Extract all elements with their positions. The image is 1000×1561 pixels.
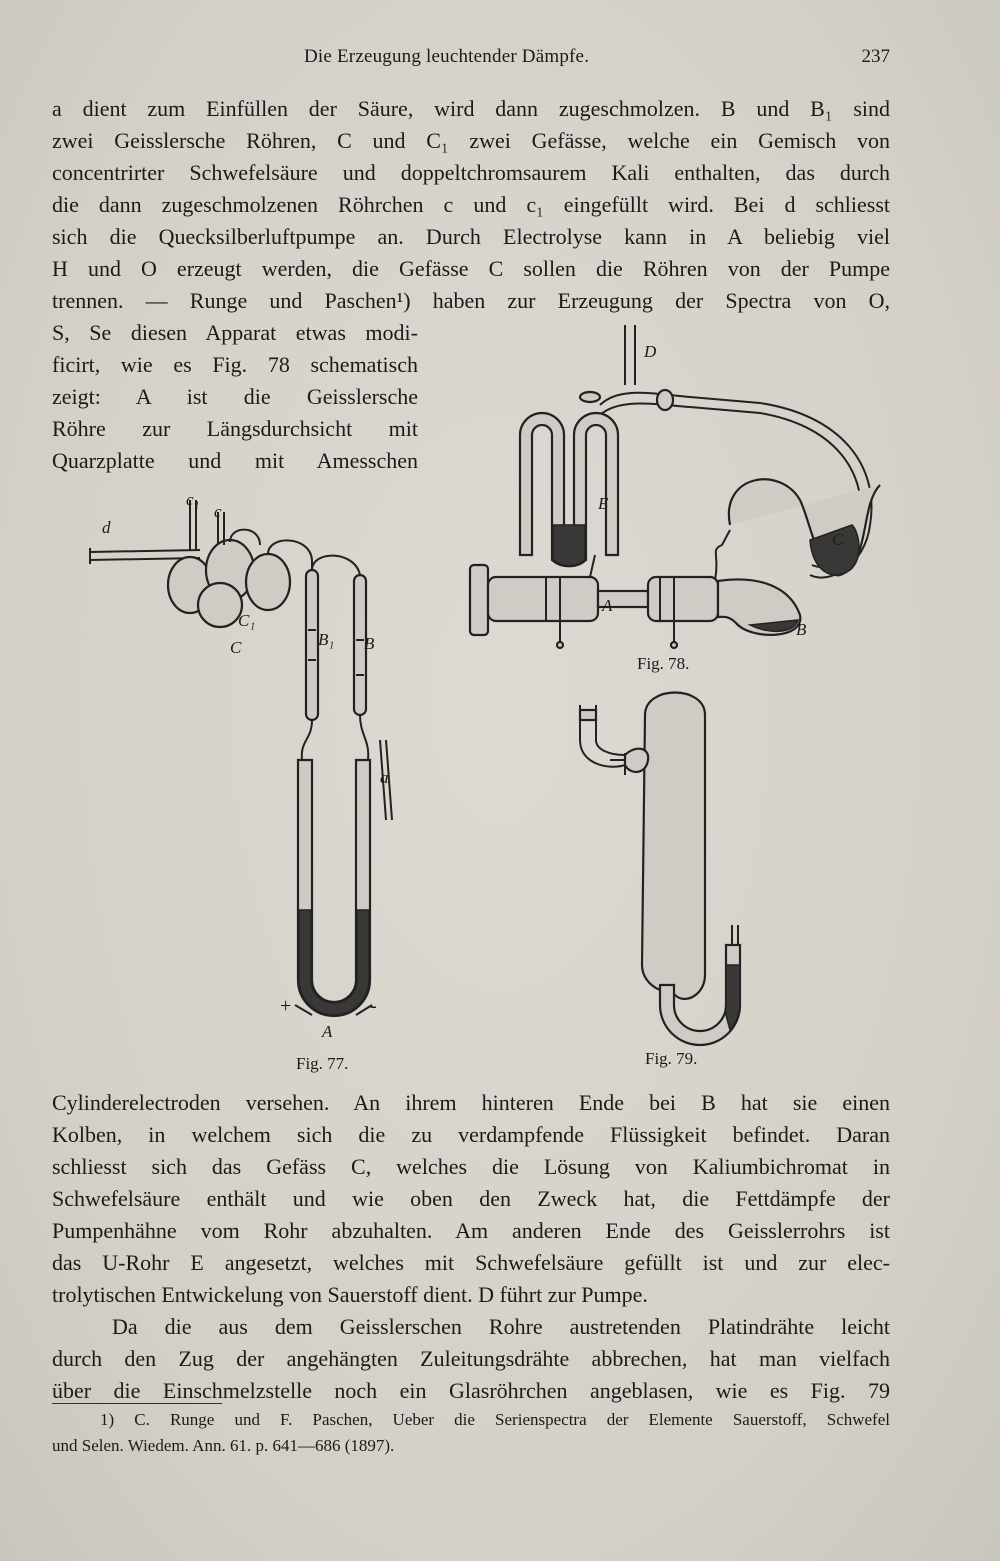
fig78-label-A: A (602, 596, 613, 615)
fig77-label-plus: + (280, 995, 292, 1017)
text-line: Quarzplatte und mit Amesschen (52, 448, 418, 473)
text-line: ficirt, wie es Fig. 78 schematisch (52, 352, 418, 377)
fig77-label-C1: C₁ (238, 611, 256, 630)
text-line: über die Einschmelzstelle noch ein Glasröhrchen angeblasen, wie es Fig. 79 (52, 1378, 890, 1403)
fig77-label-c: c (214, 502, 222, 521)
text-line: sich die Quecksilberluftpumpe an. Durch Electrolyse kann in A beliebig viel (52, 224, 890, 249)
text-line: Da die aus dem Geisslerschen Rohre austretenden Platindrähte leicht (112, 1314, 890, 1339)
text-line: die dann zugeschmolzenen Röhrchen c und c₁ eingefüllt wird. Bei d schliesst (52, 192, 890, 217)
geissler-tube-b1 (306, 570, 318, 720)
fig78-label-B: B (796, 620, 807, 639)
fig77-label-C: C (230, 638, 242, 657)
text-line: trennen. — Runge und Paschen¹) haben zur Erzeugung der Spectra von O, (52, 288, 890, 313)
figure-78-drawing (460, 325, 890, 650)
text-line: concentrirter Schwefelsäure und doppeltchromsaurem Kali enthalten, das durch (52, 160, 890, 185)
fig79-caption: Fig. 79. (645, 1049, 698, 1068)
text-line: Kolben, in welchem sich die zu verdampfende Flüssigkeit befindet. Daran (52, 1122, 890, 1147)
text-line: das U-Rohr E angesetzt, welches mit Schwefelsäure gefüllt ist und zur elec- (52, 1250, 890, 1275)
fig77-label-d: d (102, 518, 111, 537)
text-line: a dient zum Einfüllen der Säure, wird dann zugeschmolzen. B und B₁ sind (52, 96, 890, 121)
text-line: zeigt: A ist die Geisslersche (52, 384, 418, 409)
fig77-label-A: A (322, 1022, 333, 1041)
vessel-c1-bulb (198, 583, 242, 627)
fig77-label-minus: - (370, 995, 377, 1017)
vessel-c-bulb (246, 554, 290, 610)
text-line: H und O erzeugt werden, die Gefässe C sollen die Röhren von der Pumpe (52, 256, 890, 281)
fig77-label-a: a (380, 768, 389, 787)
fig78-caption: Fig. 78. (637, 654, 690, 673)
figure-79-drawing (570, 685, 750, 1045)
fig77-label-c1: c₁ (186, 490, 200, 509)
figure-77-drawing (80, 490, 410, 1035)
footnote-rule (52, 1403, 222, 1404)
fig77-label-B: B (364, 634, 375, 653)
quartz-end (470, 565, 488, 635)
text-line: Cylinderelectroden versehen. An ihrem hinteren Ende bei B hat sie einen (52, 1090, 890, 1115)
text-line: Röhre zur Längsdurchsicht mit (52, 416, 418, 441)
text-line: trolytischen Entwickelung von Sauerstoff dient. D führt zur Pumpe. (52, 1282, 648, 1307)
text-line: durch den Zug der angehängten Zuleitungsdrähte abbrechen, hat man vielfach (52, 1346, 890, 1371)
main-vessel (642, 693, 705, 999)
fig78-label-E: E (598, 494, 609, 513)
footnote-line: und Selen. Wiedem. Ann. 61. p. 641—686 (1897). (52, 1436, 395, 1455)
text-line: Pumpenhähne vom Rohr abzuhalten. Am anderen Ende des Geisslerrohrs ist (52, 1218, 890, 1243)
text-line: Schwefelsäure enthält und wie oben den Zweck hat, die Fettdämpfe der (52, 1186, 890, 1211)
text-line: zwei Geisslersche Röhren, C und C₁ zwei Gefässe, welche ein Gemisch von (52, 128, 890, 153)
geissler-tube-a (488, 577, 598, 621)
text-line: schliesst sich das Gefäss C, welches die Lösung von Kaliumbichromat in (52, 1154, 890, 1179)
footnote-line: 1) C. Runge und F. Paschen, Ueber die Serienspectra der Elemente Sauerstoff, Schwefel (100, 1410, 890, 1429)
fig78-label-C: C (832, 530, 844, 549)
page-header (52, 46, 890, 76)
page-number: 237 (861, 46, 890, 67)
fig77-label-B1: B₁ (318, 630, 335, 649)
fig78-label-D: D (644, 342, 657, 361)
text-line: S, Se diesen Apparat etwas modi- (52, 320, 418, 345)
fig77-caption: Fig. 77. (296, 1054, 349, 1073)
running-title: Die Erzeugung leuchtender Dämpfe. (304, 46, 590, 67)
